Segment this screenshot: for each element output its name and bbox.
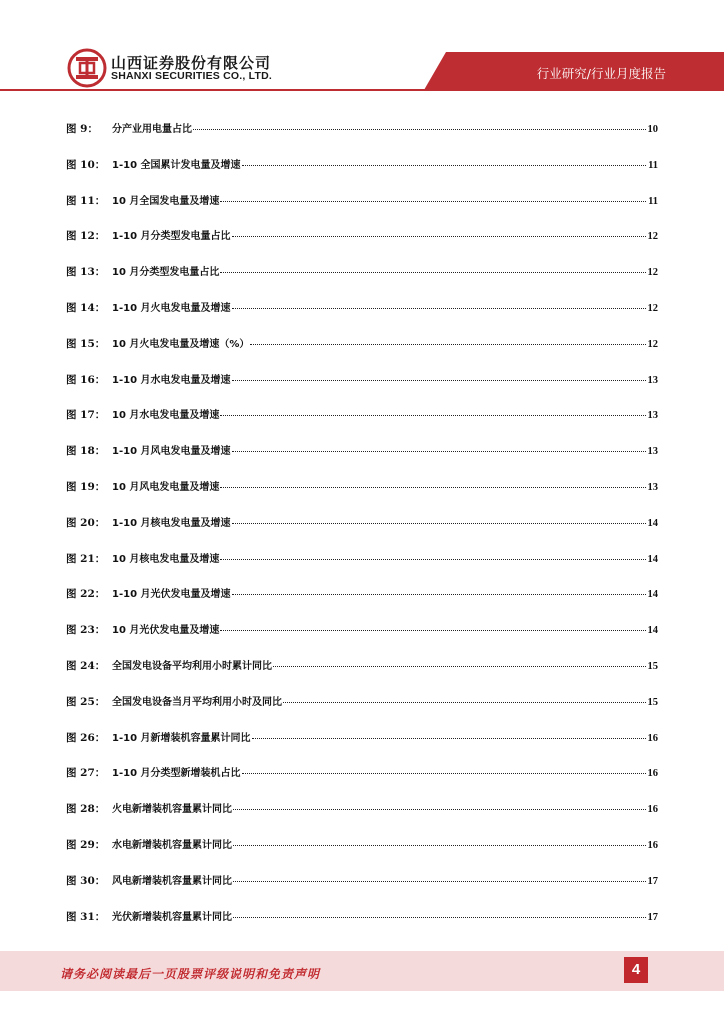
toc-figure-label: 图 16： — [66, 373, 106, 386]
page-number: 4 — [624, 957, 648, 983]
toc-leader-dots — [233, 917, 646, 918]
toc-leader-dots — [232, 308, 646, 309]
toc-figure-title: 1-10 月新增装机容量累计同比 — [112, 732, 251, 744]
toc-leader-dots — [233, 881, 646, 882]
toc-page-number: 15 — [647, 660, 658, 672]
toc-leader-dots — [283, 702, 646, 703]
toc-entry[interactable] — [66, 836, 658, 872]
toc-entry[interactable] — [66, 335, 658, 371]
toc-figure-label: 图 28： — [66, 803, 106, 816]
toc-entry[interactable] — [66, 657, 658, 693]
toc-entry[interactable] — [66, 872, 658, 908]
toc-figure-title: 1-10 月水电发电量及增速 — [112, 374, 231, 386]
toc-entry[interactable] — [66, 729, 658, 765]
toc-leader-dots — [220, 487, 645, 488]
toc-leader-dots — [220, 201, 646, 202]
toc-figure-title: 10 月水电发电量及增速 — [112, 410, 220, 422]
toc-entry[interactable] — [66, 263, 658, 299]
toc-leader-dots — [193, 129, 646, 130]
company-name-cn: 山西证券股份有限公司 — [111, 54, 272, 72]
toc-leader-dots — [220, 630, 645, 631]
toc-figure-title: 水电新增装机容量累计同比 — [112, 839, 232, 851]
toc-page-number: 11 — [648, 159, 658, 171]
toc-figure-title: 1-10 月火电发电量及增速 — [112, 302, 231, 314]
toc-entry[interactable] — [66, 800, 658, 836]
toc-page-number: 10 — [647, 124, 658, 135]
toc-figure-label: 图 14： — [66, 301, 106, 314]
toc-figure-title: 1-10 月风电发电量及增速 — [112, 446, 231, 458]
toc-page-number: 13 — [647, 446, 658, 458]
toc-figure-title: 10 月分类型发电量占比 — [112, 267, 220, 279]
toc-leader-dots — [220, 415, 645, 416]
toc-leader-dots — [220, 272, 645, 273]
toc-figure-title: 全国发电设备平均利用小时累计同比 — [112, 660, 272, 672]
toc-figure-label: 图 26： — [66, 731, 106, 744]
company-name-en: SHANXI SECURITIES CO., LTD. — [111, 70, 272, 82]
toc-leader-dots — [250, 344, 645, 345]
toc-entry[interactable] — [66, 120, 658, 156]
toc-figure-title: 火电新增装机容量累计同比 — [112, 804, 232, 816]
toc-leader-dots — [232, 236, 646, 237]
figure-list — [66, 120, 658, 943]
report-type: 行业研究/行业月度报告 — [536, 66, 666, 81]
toc-figure-title: 1-10 月核电发电量及增速 — [112, 517, 231, 529]
toc-entry[interactable] — [66, 621, 658, 657]
toc-page-number: 14 — [647, 589, 658, 601]
toc-figure-label: 图 15： — [66, 337, 106, 350]
toc-leader-dots — [220, 559, 645, 560]
toc-page-number: 13 — [647, 410, 658, 422]
toc-leader-dots — [232, 594, 646, 595]
toc-page-number: 12 — [647, 231, 658, 243]
toc-leader-dots — [232, 380, 646, 381]
toc-page-number: 12 — [647, 338, 658, 350]
toc-figure-label: 图 23： — [66, 624, 106, 637]
toc-page-number: 12 — [647, 267, 658, 279]
footer-disclaimer: 请务必阅读最后一页股票评级说明和免责声明 — [60, 967, 321, 981]
toc-figure-title: 1-10 全国累计发电量及增速 — [112, 159, 241, 171]
company-logo-icon — [67, 48, 107, 88]
toc-figure-title: 10 月光伏发电量及增速 — [112, 625, 220, 637]
toc-page-number: 13 — [647, 374, 658, 386]
toc-figure-title: 全国发电设备当月平均利用小时及同比 — [112, 696, 282, 708]
toc-leader-dots — [232, 451, 646, 452]
toc-page-number: 13 — [647, 481, 658, 493]
toc-figure-title: 10 月全国发电量及增速 — [112, 195, 220, 207]
toc-figure-label: 图 27： — [66, 767, 106, 780]
toc-entry[interactable] — [66, 764, 658, 800]
toc-entry[interactable] — [66, 514, 658, 550]
toc-figure-label: 图 19： — [66, 480, 106, 493]
toc-figure-label: 图 22： — [66, 588, 106, 601]
toc-entry[interactable] — [66, 585, 658, 621]
toc-entry[interactable] — [66, 908, 658, 944]
toc-page-number: 11 — [648, 195, 658, 207]
toc-figure-title: 分产业用电量占比 — [112, 124, 192, 135]
toc-figure-title: 10 月核电发电量及增速 — [112, 553, 220, 565]
toc-figure-title: 1-10 月分类型新增装机占比 — [112, 768, 241, 780]
header-divider — [0, 89, 724, 91]
toc-leader-dots — [233, 809, 646, 810]
toc-page-number: 14 — [647, 517, 658, 529]
toc-figure-title: 1-10 月分类型发电量占比 — [112, 231, 231, 243]
toc-page-number: 16 — [647, 768, 658, 780]
toc-page-number: 15 — [647, 696, 658, 708]
toc-figure-label: 图 17： — [66, 409, 106, 422]
toc-page-number: 14 — [647, 625, 658, 637]
toc-figure-title: 光伏新增装机容量累计同比 — [112, 911, 232, 923]
toc-figure-title: 10 月火电发电量及增速（%） — [112, 338, 250, 350]
toc-figure-label: 图 18： — [66, 445, 106, 458]
toc-entry[interactable] — [66, 442, 658, 478]
toc-page-number: 17 — [647, 911, 658, 923]
toc-figure-title: 1-10 月光伏发电量及增速 — [112, 589, 231, 601]
toc-entry[interactable] — [66, 550, 658, 586]
toc-figure-label: 图 10： — [66, 158, 106, 171]
toc-entry[interactable] — [66, 192, 658, 228]
toc-leader-dots — [242, 165, 647, 166]
toc-entry[interactable] — [66, 693, 658, 729]
toc-entry[interactable] — [66, 299, 658, 335]
toc-figure-label: 图 9： — [66, 123, 98, 135]
toc-leader-dots — [273, 666, 646, 667]
toc-figure-label: 图 24： — [66, 659, 106, 672]
toc-page-number: 14 — [647, 553, 658, 565]
toc-page-number: 16 — [647, 839, 658, 851]
toc-figure-title: 风电新增装机容量累计同比 — [112, 875, 232, 887]
toc-figure-label: 图 21： — [66, 552, 106, 565]
toc-figure-title: 10 月风电发电量及增速 — [112, 481, 220, 493]
toc-figure-label: 图 31： — [66, 910, 106, 923]
toc-leader-dots — [232, 523, 646, 524]
toc-entry[interactable] — [66, 227, 658, 263]
toc-entry[interactable] — [66, 371, 658, 407]
toc-figure-label: 图 29： — [66, 838, 106, 851]
toc-leader-dots — [252, 738, 646, 739]
toc-entry[interactable] — [66, 406, 658, 442]
toc-leader-dots — [233, 845, 646, 846]
toc-figure-label: 图 30： — [66, 874, 106, 887]
toc-entry[interactable] — [66, 156, 658, 192]
toc-figure-label: 图 13： — [66, 266, 106, 279]
toc-figure-label: 图 25： — [66, 695, 106, 708]
toc-page-number: 16 — [647, 732, 658, 744]
toc-figure-label: 图 20： — [66, 516, 106, 529]
toc-page-number: 16 — [647, 804, 658, 816]
toc-figure-label: 图 12： — [66, 230, 106, 243]
page-header — [0, 0, 724, 100]
toc-figure-label: 图 11： — [66, 194, 106, 207]
toc-entry[interactable] — [66, 478, 658, 514]
toc-page-number: 17 — [647, 875, 658, 887]
toc-page-number: 12 — [647, 302, 658, 314]
toc-leader-dots — [242, 773, 646, 774]
